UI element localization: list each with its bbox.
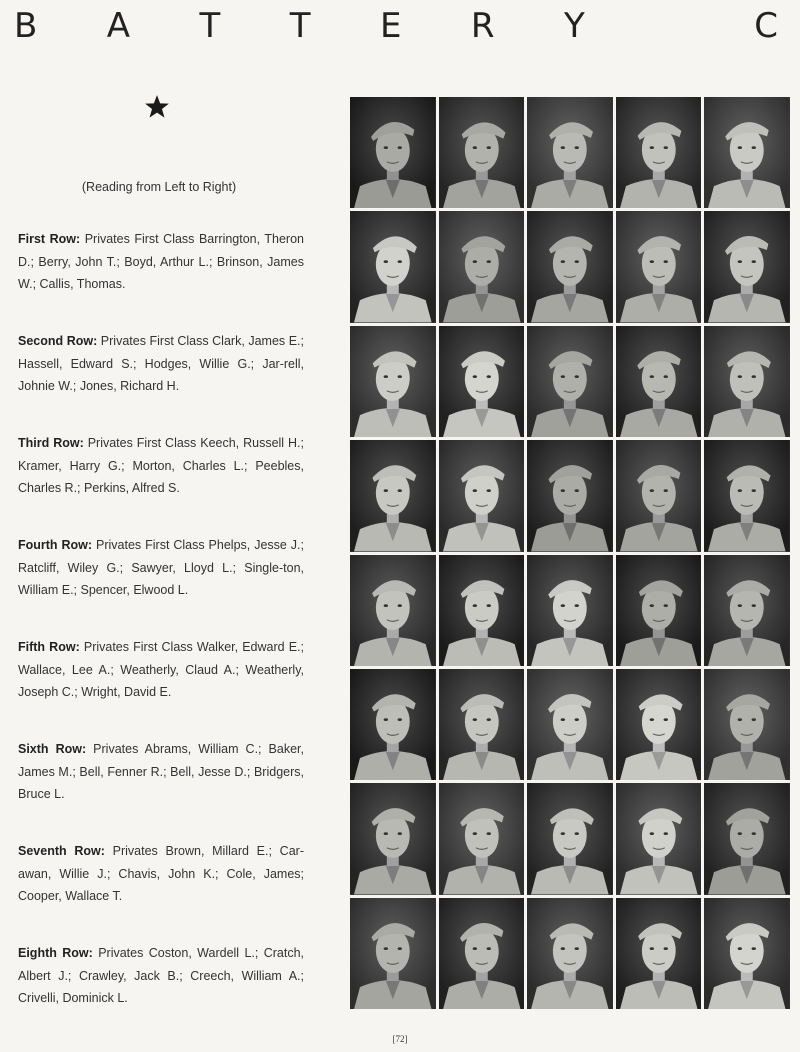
portrait-photo: [350, 783, 436, 894]
title-letter: A: [106, 6, 131, 46]
portrait-photo: [527, 783, 613, 894]
portrait-photo: [704, 326, 790, 437]
portrait-photo: [439, 97, 525, 208]
row-label: Fifth Row:: [18, 640, 80, 654]
row-names: Privates First Class Keech, Russell H.; Kramer, Harry G.; Morton, Charles L.; Peebles, Charles R.; Perkins, Alfred S.: [18, 436, 305, 495]
portrait-photo: [527, 326, 613, 437]
portrait-photo: [350, 97, 436, 208]
portrait-photo: [616, 669, 702, 780]
portrait-photo: [616, 783, 702, 894]
portrait-photo: [704, 898, 790, 1009]
portrait-photo: [704, 555, 790, 666]
portrait-photo: [439, 898, 525, 1009]
title-letter: R: [470, 6, 495, 46]
row-caption: [18, 738, 304, 806]
portrait-photo: [704, 783, 790, 894]
portrait-photo: [350, 211, 436, 322]
row-names: Privates Brown, Millard E.; Car-awan, Willie J.; Chavis, John K.; Cole, James; Cooper, Wallace T.: [18, 844, 304, 903]
row-names: Privates First Class Phelps, Jesse J.; Ratcliff, Wiley G.; Sawyer, Lloyd L.; Single-ton, William E.; Spencer, Elwood L.: [18, 538, 304, 597]
page-title: [14, 6, 778, 46]
portrait-photo: [616, 555, 702, 666]
portrait-photo: [616, 440, 702, 551]
portrait-photo: [439, 669, 525, 780]
portrait-photo: [616, 326, 702, 437]
portrait-photo: [616, 97, 702, 208]
portrait-photo: [439, 555, 525, 666]
title-letter: T: [289, 6, 311, 46]
portrait-photo: [527, 898, 613, 1009]
title-letter: Y: [563, 6, 585, 46]
title-letter: C: [754, 6, 778, 46]
portrait-photo: [439, 326, 525, 437]
row-label: Seventh Row:: [18, 844, 105, 858]
star-icon: [144, 94, 170, 120]
portrait-photo: [704, 669, 790, 780]
row-names: Privates Coston, Wardell L.; Cratch, Albert J.; Crawley, Jack B.; Creech, William A.; Crivelli, Dominick L.: [18, 946, 304, 1005]
portrait-photo: [527, 669, 613, 780]
portrait-photo: [527, 97, 613, 208]
portrait-photo: [439, 440, 525, 551]
row-names: Privates Abrams, William C.; Baker, James M.; Bell, Fenner R.; Bell, Jesse D.; Bridgers, Bruce L.: [18, 742, 304, 801]
row-caption: [18, 636, 304, 704]
title-letter: E: [379, 6, 402, 46]
row-names: Privates First Class Clark, James E.; Hassell, Edward S.; Hodges, Willie G.; Jar-rell, Johnie W.; Jones, Richard H.: [18, 334, 304, 393]
portrait-photo: [439, 783, 525, 894]
row-names: Privates First Class Walker, Edward E.; Wallace, Lee A.; Weatherly, Claud A.; Weatherly, Joseph C.; Wright, David E.: [18, 640, 305, 699]
row-label: Third Row:: [18, 436, 84, 450]
row-caption: [18, 330, 304, 398]
title-letter: T: [199, 6, 221, 46]
portrait-photo: [350, 555, 436, 666]
portrait-photo: [616, 211, 702, 322]
portrait-photo: [350, 898, 436, 1009]
portrait-photo: [704, 97, 790, 208]
row-caption: [18, 840, 304, 908]
row-names: Privates First Class Barrington, Theron D.; Berry, John T.; Boyd, Arthur L.; Brinson, James W.; Callis, Thomas.: [18, 232, 304, 291]
row-label: Eighth Row:: [18, 946, 93, 960]
row-caption: [18, 432, 304, 500]
row-caption: [18, 534, 304, 602]
title-letter: B: [14, 6, 38, 46]
row-label: Sixth Row:: [18, 742, 87, 756]
page-number: [72]: [392, 1034, 408, 1044]
portrait-photo: [350, 440, 436, 551]
portrait-photo: [527, 440, 613, 551]
portrait-photo: [350, 326, 436, 437]
row-label: Second Row:: [18, 334, 98, 348]
portrait-photo: [616, 898, 702, 1009]
row-label: First Row:: [18, 232, 81, 246]
row-caption: [18, 228, 304, 296]
reading-note: (Reading from Left to Right): [81, 180, 237, 194]
portrait-photo: [350, 669, 436, 780]
portrait-photo: [704, 440, 790, 551]
portrait-photo: [527, 211, 613, 322]
row-label: Fourth Row:: [18, 538, 93, 552]
row-caption: [18, 942, 304, 1010]
portrait-photo: [704, 211, 790, 322]
portrait-photo: [439, 211, 525, 322]
portrait-grid: [350, 97, 790, 1009]
portrait-photo: [527, 555, 613, 666]
